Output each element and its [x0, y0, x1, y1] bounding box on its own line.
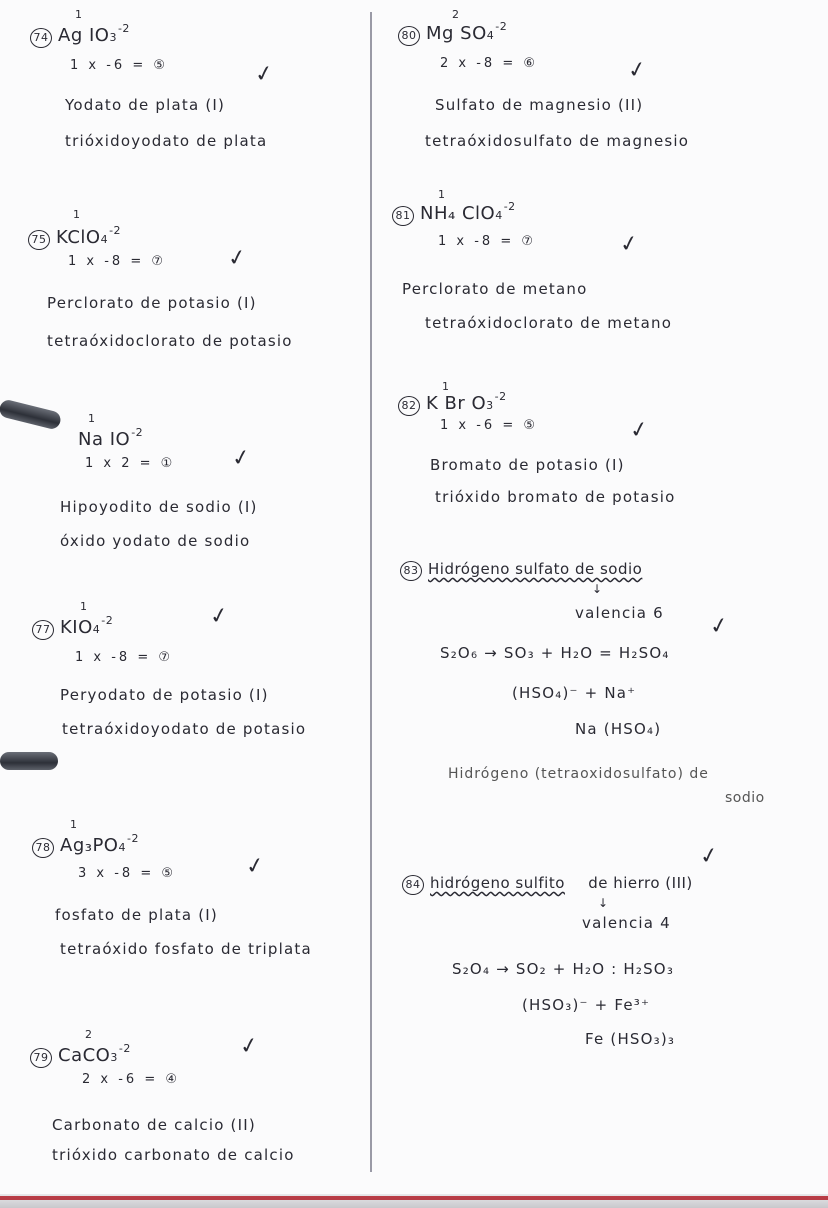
ion-pair: (HSO₃)⁻ + Fe³⁺: [522, 996, 651, 1014]
traditional-name: Yodato de plata (I): [65, 96, 226, 114]
check-mark: ✓: [207, 602, 231, 631]
check-mark: ✓: [237, 1032, 261, 1061]
down-arrow: ↓: [592, 582, 603, 596]
traditional-name: Perclorato de potasio (I): [47, 294, 257, 312]
oxidation-state: 1: [73, 208, 81, 221]
formula-subscript: 3: [110, 1051, 118, 1064]
systematic-name: tetraóxidoclorato de potasio: [47, 332, 293, 350]
valence-calc: 2 x -8 = ⑥: [440, 56, 539, 71]
check-mark: ✓: [243, 852, 267, 881]
exercise-number: 79: [30, 1048, 52, 1068]
charge: -2: [101, 614, 114, 627]
charge: -2: [131, 426, 144, 439]
valence-calc: 3 x -8 = ⑤: [78, 866, 177, 881]
valence-label: valencia 6: [575, 604, 664, 622]
oxidation-state: 1: [88, 412, 96, 425]
traditional-name: Bromato de potasio (I): [430, 456, 625, 474]
valence-calc: 1 x -8 = ⑦: [68, 254, 167, 269]
exercise-header: [400, 560, 642, 581]
formula: NH₄ ClO: [420, 203, 496, 224]
exercise-header: [30, 1042, 131, 1068]
systematic-name: tetraóxidoclorato de metano: [425, 314, 673, 332]
exercise-number: 78: [32, 838, 54, 858]
traditional-name: Hipoyodito de sodio (I): [60, 498, 258, 516]
formula: CaCO: [58, 1045, 111, 1066]
salt-formula: Na (HSO₄): [575, 720, 662, 738]
formula-subscript: 4: [495, 209, 503, 222]
exercise-number: 77: [32, 620, 54, 640]
charge: -2: [494, 390, 507, 403]
formula-subscript: 3: [486, 399, 494, 412]
traditional-name: Sulfato de magnesio (II): [435, 96, 644, 114]
formula-subscript: 4: [92, 623, 101, 636]
traditional-name: Perclorato de metano: [402, 280, 588, 298]
exercise-header: [32, 614, 113, 640]
formula: Ag IO: [58, 25, 110, 46]
systematic-name-continued: sodio: [725, 790, 765, 806]
check-mark: ✓: [617, 230, 641, 259]
exercise-header: [28, 224, 121, 250]
charge: -2: [126, 832, 139, 845]
systematic-name: trióxido carbonato de calcio: [52, 1146, 295, 1164]
charge: -2: [109, 224, 122, 237]
oxidation-state: 1: [75, 8, 83, 21]
valence-calc: 1 x -8 = ⑦: [438, 234, 537, 249]
systematic-name: óxido yodato de sodio: [60, 532, 251, 550]
formula: KIO: [60, 617, 93, 638]
formula-subscript: 3: [109, 31, 117, 44]
systematic-name: tetraóxidosulfato de magnesio: [425, 132, 690, 150]
formula: Na IO: [78, 429, 131, 450]
ion-pair: (HSO₄)⁻ + Na⁺: [512, 684, 637, 702]
oxidation-state: 1: [80, 600, 88, 613]
valence-calc: 1 x -8 = ⑦: [75, 650, 174, 665]
systematic-name: trióxido bromato de potasio: [435, 488, 676, 506]
systematic-name: tetraóxidoyodato de potasio: [62, 720, 307, 738]
oxidation-state: 1: [70, 818, 78, 831]
formula: K Br O: [426, 393, 487, 414]
systematic-name: Hidrógeno (tetraoxidosulfato) de: [448, 766, 709, 782]
valence-calc: 1 x -6 = ⑤: [440, 418, 539, 433]
oxidation-state: 2: [85, 1028, 93, 1041]
formula-subscript: 4: [118, 841, 126, 854]
reaction-equation: S₂O₄ → SO₂ + H₂O : H₂SO₃: [452, 960, 675, 978]
oxidation-state: 1: [442, 380, 450, 393]
formula-subscript: 4: [100, 233, 109, 246]
traditional-name: Carbonato de calcio (II): [52, 1116, 256, 1134]
reaction-equation: S₂O₆ → SO₃ + H₂O = H₂SO₄: [440, 644, 670, 662]
page-edge-strip: [0, 1196, 828, 1200]
formula: Ag₃PO: [60, 835, 119, 856]
exercise-header: [398, 390, 507, 416]
exercise-number: 82: [398, 396, 420, 416]
formula-subscript: 4: [486, 29, 495, 42]
valence-label: valencia 4: [582, 914, 671, 932]
charge: -2: [117, 22, 130, 35]
exercise-number: 80: [398, 26, 420, 46]
valence-calc: 1 x 2 = ①: [85, 456, 176, 471]
systematic-name: tetraóxido fosfato de triplata: [60, 940, 312, 958]
exercise-number: 83: [400, 561, 422, 581]
compound-title-rest: de hierro (III): [588, 874, 693, 892]
binder-ring: [0, 752, 58, 770]
check-mark: ✓: [707, 612, 731, 641]
exercise-number: 81: [392, 206, 414, 226]
check-mark: ✓: [229, 444, 253, 473]
exercise-header: [398, 20, 507, 46]
column-divider: [370, 12, 372, 1172]
exercise-number: 84: [402, 875, 424, 895]
oxidation-state: 1: [438, 188, 446, 201]
compound-title: hidrógeno sulfito: [430, 874, 565, 892]
check-mark: ✓: [225, 244, 249, 273]
check-mark: ✓: [252, 60, 276, 89]
check-mark: ✓: [697, 842, 721, 871]
traditional-name: fosfato de plata (I): [55, 906, 218, 924]
oxidation-state: 2: [452, 8, 460, 21]
systematic-name: trióxidoyodato de plata: [65, 132, 268, 150]
exercise-number: 75: [28, 230, 50, 250]
exercise-number: 74: [30, 28, 52, 48]
traditional-name: Peryodato de potasio (I): [60, 686, 269, 704]
down-arrow: ↓: [598, 896, 609, 910]
charge: -2: [503, 200, 516, 213]
charge: -2: [118, 1042, 131, 1055]
exercise-header: [30, 22, 130, 48]
valence-calc: 1 x -6 = ⑤: [70, 58, 169, 73]
salt-formula: Fe (HSO₃)₃: [585, 1030, 676, 1048]
valence-calc: 2 x -6 = ④: [82, 1072, 181, 1087]
exercise-header: [50, 426, 143, 452]
check-mark: ✓: [625, 56, 649, 85]
exercise-header: [392, 200, 516, 226]
check-mark: ✓: [627, 416, 651, 445]
formula: KClO: [56, 227, 101, 248]
exercise-header: [32, 832, 139, 858]
formula: Mg SO: [426, 23, 487, 44]
charge: -2: [495, 20, 508, 33]
exercise-header: [402, 874, 693, 895]
compound-title: Hidrógeno sulfato de sodio: [428, 560, 643, 578]
